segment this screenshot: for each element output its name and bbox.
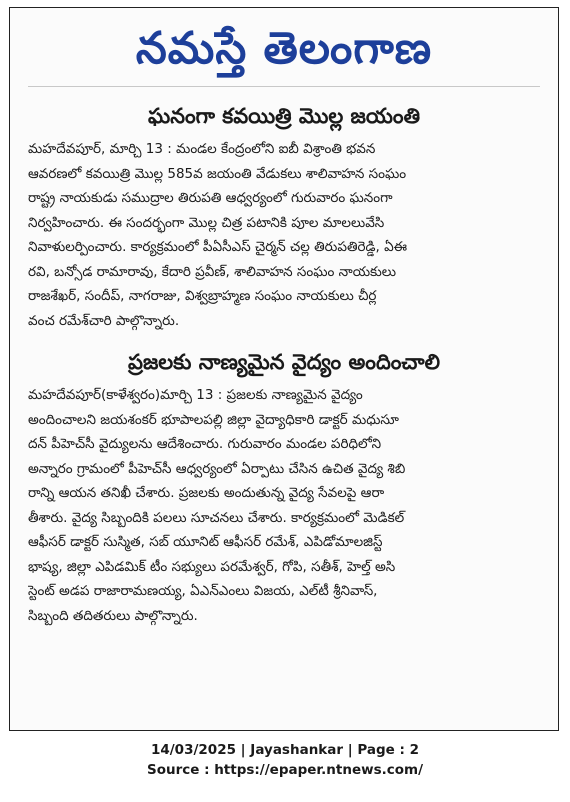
newspaper-clipping bbox=[9, 7, 559, 731]
article-1-headline: ఘనంగా కవయిత్రి మొల్ల జయంతి bbox=[147, 104, 420, 128]
text-line: రాష్ట్ర నాయకుడు సముద్రాల తిరుపతి ఆధ్వర్యంలో గురువారం ఘనంగా bbox=[28, 190, 393, 206]
text-line: రాన్ని ఆయన తనిఖీ చేశారు. ప్రజలకు అందుతున్న వైద్య సేవలపై ఆరా bbox=[28, 485, 385, 501]
text-line: నివాళులర్పించారు. కార్యక్రమంలో పీఏసీఎస్ చైర్మన్ చల్ల తిరుపతిరెడ్డి, ఏఈ bbox=[28, 239, 408, 255]
text-line: సిబ్బంది తదితరులు పాల్గొన్నారు. bbox=[28, 607, 198, 624]
text-line: రవి, బన్సోడ రామారావు, కేదారి ప్రవీణ్, శాలివాహన సంఘం నాయకులు bbox=[28, 263, 397, 280]
text-line: మహదేవపూర్, మార్చి 13 : మండల కేంద్రంలోని ఐబీ విశ్రాంతి భవన bbox=[28, 141, 376, 157]
text-line: నిర్వహించారు. ఈ సందర్భంగా మొల్ల చిత్ర పటానికి పూల మాలలువేసి bbox=[28, 214, 385, 231]
text-line: అన్నారం గ్రామంలో పీహెచ్‌సీ ఆధ్వర్యంలో ఏర్పాటు చేసిన ఉచిత వైద్య శిబి bbox=[28, 460, 406, 477]
text-line: దన్ పీహెచ్‌సీ వైద్యులను ఆదేశించారు. గురువారం మండల పరిధిలోని bbox=[28, 436, 382, 452]
source-url: Source : https://epaper.ntnews.com/ bbox=[146, 762, 424, 778]
source-footer bbox=[0, 740, 570, 780]
article-2-body bbox=[28, 383, 540, 628]
divider bbox=[28, 86, 540, 87]
article-2-headline: ప్రజలకు నాణ్యమైన వైద్యం అందించాలి bbox=[128, 350, 440, 374]
text-line: ఆవరణలో కవయిత్రి మొల్ల 585వ జయంతి వేడుకలు శాలివాహన సంఘం bbox=[28, 165, 407, 182]
date-edition-page: 14/03/2025 | Jayashankar | Page : 2 bbox=[150, 742, 420, 758]
text-line: వంచ రమేశ్‌చారి పాల్గొన్నారు. bbox=[28, 312, 180, 329]
text-line: రాజశేఖర్, సందీప్, నాగరాజు, విశ్వబ్రాహ్మణ సంఘం నాయకులు చీర్ల bbox=[28, 288, 377, 304]
text-line: అందించాలని జయశంకర్ భూపాలపల్లి జిల్లా వైద్యాధికారి డాక్టర్ మధుసూ bbox=[28, 411, 399, 428]
text-line: తీశారు. వైద్య సిబ్బందికి పలలు సూచనలు చేశారు. కార్యక్రమంలో మెడికల్ bbox=[28, 509, 405, 526]
text-line: స్టెంట్ అడప రాజారామణయ్య, ఏఎన్‌ఎంలు విజయ, ఎల్‌టీ శ్రీనివాస్, bbox=[28, 583, 378, 599]
text-line: భాష్య, జిల్లా ఎపిడమిక్ టీం సభ్యులు పరమేశ్వర్, గోపి, సతీశ్, హెల్త్ అసి bbox=[28, 558, 396, 575]
text-line: ఆఫీసర్ డాక్టర్ సుస్మిత, సబ్ యూనిట్ ఆఫీసర్ రమేశ్, ఎపిడోమాలజిస్ట్ bbox=[28, 534, 383, 550]
article-1-body bbox=[28, 137, 540, 333]
newspaper-masthead: నమస్తే తెలంగాణ bbox=[135, 23, 433, 74]
text-line: మహదేవపూర్(కాళేశ్వరం)మార్చి 13 : ప్రజలకు నాణ్యమైన వైద్యం bbox=[28, 387, 363, 403]
